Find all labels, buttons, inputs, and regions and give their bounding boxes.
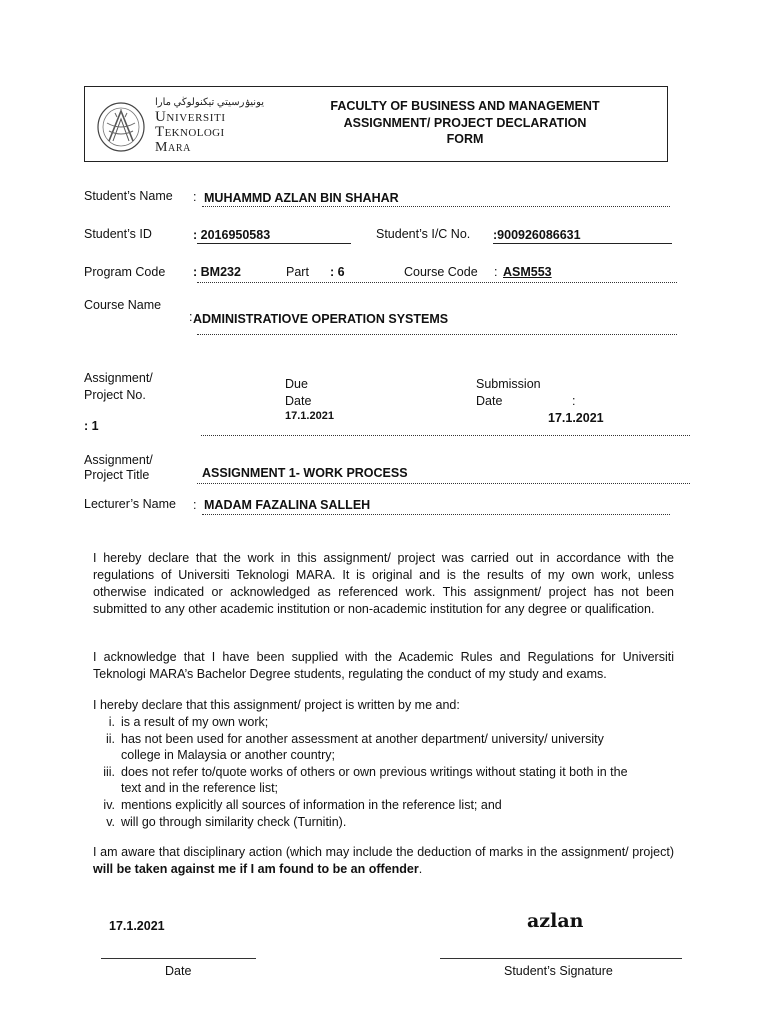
list-item-text: has not been used for another assessment at another department/ university/ university xyxy=(121,731,604,746)
course-name-underline xyxy=(197,334,677,335)
form-title xyxy=(275,98,655,148)
course-code-label: Course Code xyxy=(404,265,478,279)
course-code-value[interactable]: ASM553 xyxy=(503,265,552,279)
assignment-title-label-line2: Project Title xyxy=(84,468,150,482)
due-date-label-line1: Due xyxy=(285,377,308,391)
date-label: Date xyxy=(165,964,192,978)
declaration-paragraph-2: I acknowledge that I have been supplied with the Academic Rules and Regulations for Universiti Teknologi MARA’s Bachelor Degree students, regulating the conduct of my study and exams. xyxy=(93,650,674,681)
due-date-value[interactable]: 17.1.2021 xyxy=(285,410,334,422)
declaration-paragraph-4-text: I am aware that disciplinary action (which may include the deduction of marks in the assignment/ project) xyxy=(93,845,674,859)
list-item-number: i. xyxy=(108,715,115,729)
course-name-label: Course Name xyxy=(84,298,162,312)
list-item-text-continued: college in Malaysia or another country; xyxy=(121,748,336,763)
submission-date-value[interactable]: 17.1.2021 xyxy=(548,411,604,425)
signature-date-value[interactable]: 17.1.2021 xyxy=(109,919,165,933)
declaration-paragraph-4-bold: will be taken against me if I am found to be an offender xyxy=(93,862,419,876)
declaration-list-item xyxy=(93,764,683,797)
submission-date-label-line2: Date xyxy=(476,394,503,408)
student-signature-line xyxy=(440,958,682,959)
form-title-line1: FACULTY OF BUSINESS AND MANAGEMENT xyxy=(330,99,600,113)
declaration-paragraph-4 xyxy=(93,844,674,878)
part-value[interactable]: : 6 xyxy=(330,265,345,279)
student-name-value[interactable]: MUHAMMD AZLAN BIN SHAHAR xyxy=(204,191,399,205)
list-item-number: v. xyxy=(106,814,115,829)
submission-date-label-line1: Submission xyxy=(476,377,541,391)
date-signature-line xyxy=(101,958,256,959)
student-signature-label: Student’s Signature xyxy=(504,964,613,978)
declaration-list-item xyxy=(93,731,683,764)
student-signature[interactable]: azlan xyxy=(527,910,584,932)
lecturer-name-underline xyxy=(202,514,670,515)
declaration-list-item xyxy=(93,814,683,831)
student-name-colon: : xyxy=(193,190,197,204)
list-item-text-continued: text and in the reference list; xyxy=(121,781,279,796)
header-box xyxy=(84,86,668,162)
assignment-no-label-line1: Assignment/ xyxy=(84,371,153,385)
uitm-logo xyxy=(91,97,265,155)
assignment-no-label-line2: Project No. xyxy=(84,388,146,402)
lecturer-name-colon: : xyxy=(193,498,197,512)
declaration-list-item xyxy=(93,714,683,731)
submission-date-colon: : xyxy=(572,394,576,408)
due-date-label-line2: Date xyxy=(285,394,312,408)
list-item-number: iv. xyxy=(103,797,115,812)
course-code-colon: : xyxy=(494,265,498,279)
dates-row-underline xyxy=(201,435,690,436)
lecturer-name-label: Lecturer’s Name xyxy=(84,497,176,511)
assignment-title-underline xyxy=(197,483,690,484)
list-item-text: does not refer to/quote works of others or own previous writings without stating it both in the xyxy=(121,764,628,779)
university-name-line3-text: Mara xyxy=(155,140,191,155)
university-name-line1-text: Universiti xyxy=(155,109,226,125)
lecturer-name-value[interactable]: MADAM FAZALINA SALLEH xyxy=(204,498,371,512)
assignment-title-value[interactable]: ASSIGNMENT 1- WORK PROCESS xyxy=(202,466,408,480)
list-item-text: mentions explicitly all sources of information in the reference list; and xyxy=(121,797,502,812)
student-id-underline xyxy=(197,243,351,244)
declaration-list xyxy=(93,714,683,830)
student-name-label: Student’s Name xyxy=(84,189,173,203)
part-label: Part xyxy=(286,265,309,279)
student-id-label: Student’s ID xyxy=(84,227,152,241)
list-item-text: will go through similarity check (Turnitin). xyxy=(121,814,347,829)
form-title-line3: FORM xyxy=(446,132,484,146)
program-row-underline xyxy=(197,282,677,283)
ic-underline xyxy=(493,243,672,244)
declaration-paragraph-3-intro: I hereby declare that this assignment/ project is written by me and: xyxy=(93,698,460,712)
declaration-paragraph-1: I hereby declare that the work in this assignment/ project was carried out in accordance with the regulations of Universiti Teknologi MARA. It is original and is the results of my own work, unless otherwise indicated or acknowledged as referenced work. This assignment/ project has not been submitted to any other academic institution or non-academic institution for any degree or qualification. xyxy=(93,551,674,616)
ic-label: Student’s I/C No. xyxy=(376,227,471,241)
assignment-no-value[interactable]: : 1 xyxy=(84,419,99,433)
university-name-line2 xyxy=(155,124,225,141)
university-name-line2-text: Teknologi xyxy=(155,124,225,140)
form-title-line2: ASSIGNMENT/ PROJECT DECLARATION xyxy=(343,115,587,130)
course-name-value[interactable]: ADMINISTRATIOVE OPERATION SYSTEMS xyxy=(193,312,449,326)
program-code-value[interactable]: : BM232 xyxy=(193,265,241,279)
university-name-arabic: يونيۏرسيتي تيكنولوڬي مارا xyxy=(155,97,265,108)
student-name-underline xyxy=(202,206,670,207)
uitm-crest-icon xyxy=(95,101,147,153)
declaration-list-item xyxy=(93,797,683,814)
list-item-number: iii. xyxy=(103,764,115,779)
list-item-text: is a result of my own work; xyxy=(121,715,269,729)
declaration-paragraph-4-end: . xyxy=(418,862,423,876)
list-item-number: ii. xyxy=(105,731,115,746)
university-name-line3 xyxy=(155,140,191,156)
ic-value[interactable]: :900926086631 xyxy=(493,228,581,242)
student-id-value[interactable]: : 2016950583 xyxy=(193,228,271,242)
assignment-title-label-line1: Assignment/ xyxy=(84,453,153,467)
program-code-label: Program Code xyxy=(84,265,166,279)
course-name-colon: : xyxy=(189,310,193,324)
